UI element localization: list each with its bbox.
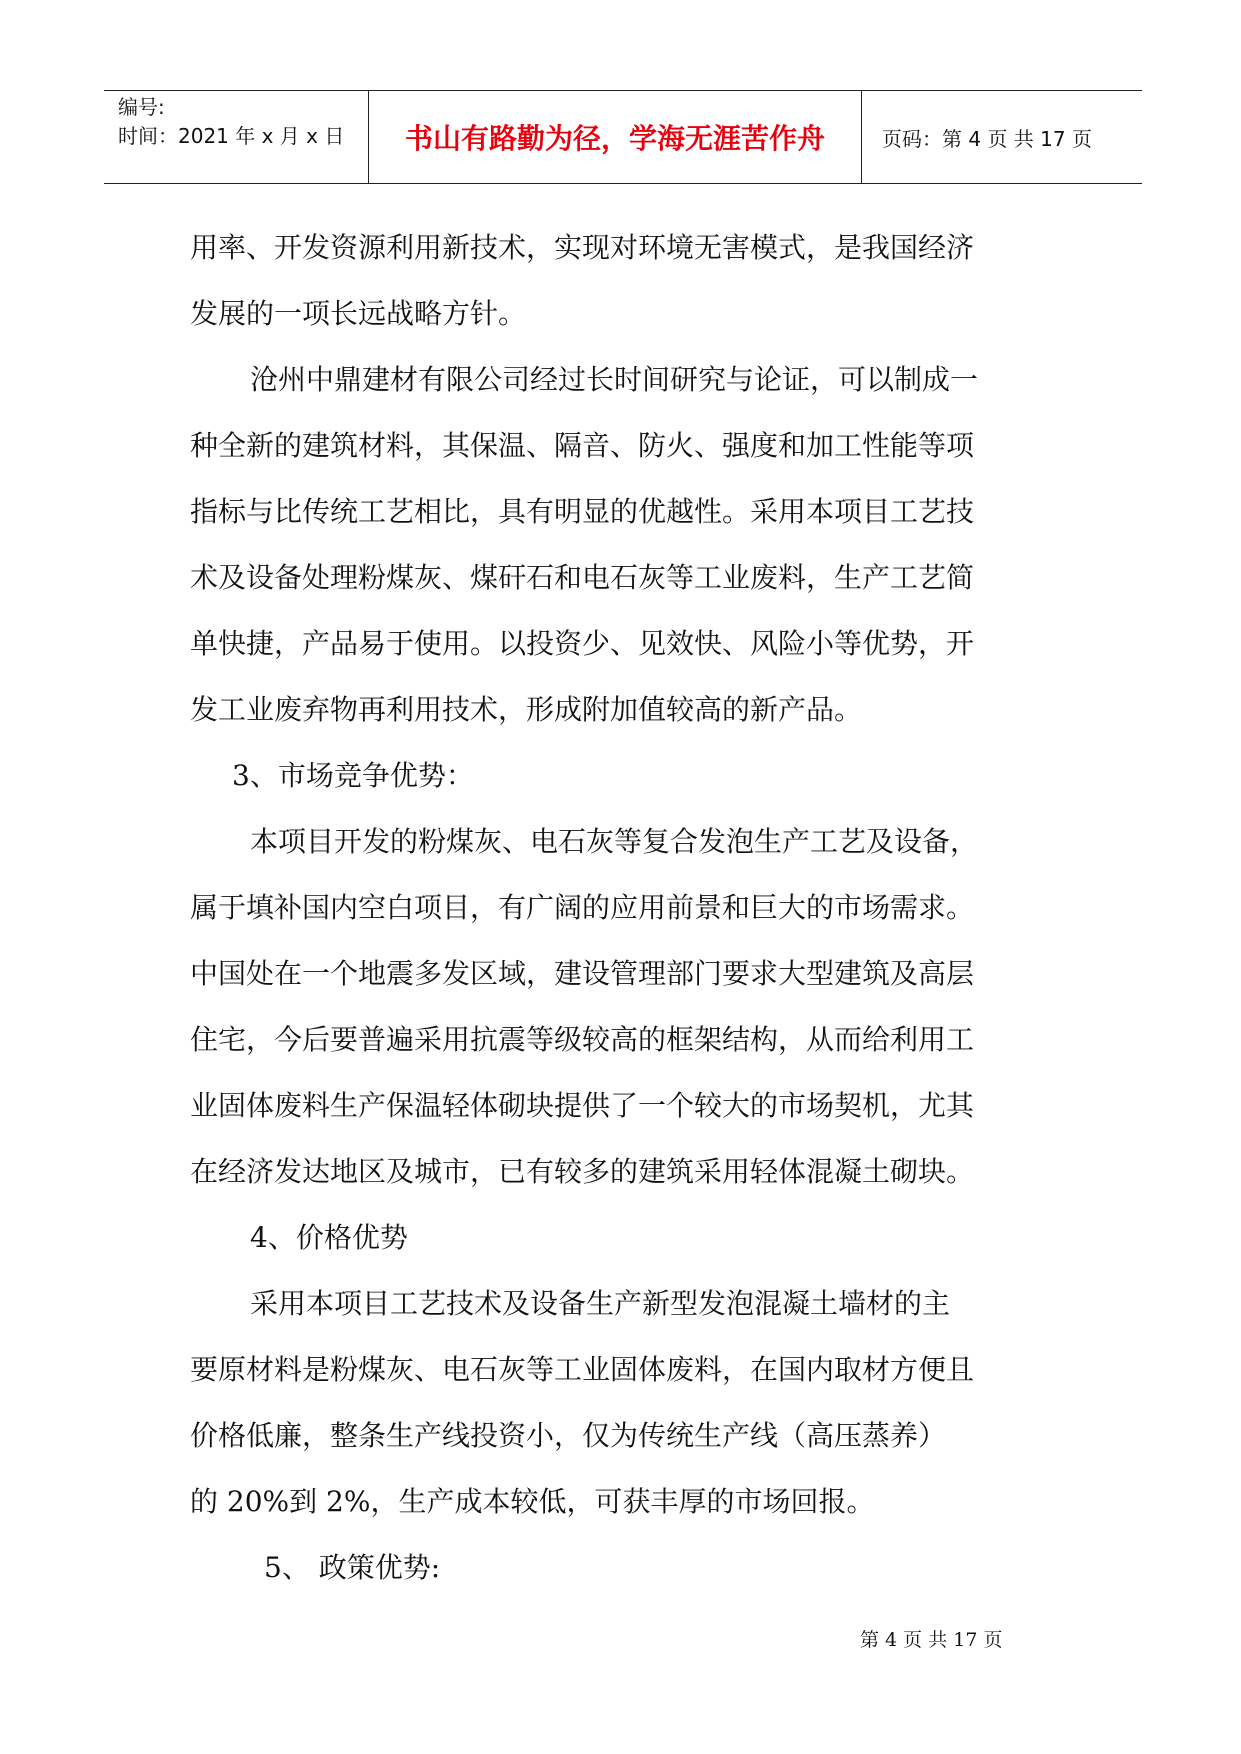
page-footer: 第 4 页 共 17 页 [860, 1629, 1003, 1651]
body-line: 价格低廉，整条生产线投资小，仅为传统生产线（高压蒸养） [190, 1419, 947, 1452]
body-line: 发工业废弃物再利用技术，形成附加值较高的新产品。 [190, 693, 863, 726]
body-line: 属于填补国内空白项目，有广阔的应用前景和巨大的市场需求。 [190, 891, 975, 924]
body-line: 用率、开发资源利用新技术，实现对环境无害模式，是我国经济 [190, 231, 975, 264]
body-line: 中国处在一个地震多发区域，建设管理部门要求大型建筑及高层 [190, 957, 975, 990]
header-motto: 书山有路勤为径，学海无涯苦作舟 [368, 91, 862, 183]
section-heading: 3、市场竞争优势： [232, 759, 474, 792]
header-page-number: 页码：第 4 页 共 17 页 [882, 126, 1092, 151]
body-line: 住宅，今后要普遍采用抗震等级较高的框架结构，从而给利用工 [190, 1023, 975, 1056]
section-heading: 5、 政策优势: [264, 1551, 441, 1584]
body-line: 沧州中鼎建材有限公司经过长时间研究与论证，可以制成一 [250, 363, 979, 396]
page-header [104, 90, 1142, 184]
section-heading: 4、价格优势 [250, 1221, 408, 1254]
body-line: 术及设备处理粉煤灰、煤矸石和电石灰等工业废料，生产工艺简 [190, 561, 975, 594]
body-line: 种全新的建筑材料，其保温、隔音、防火、强度和加工性能等项 [190, 429, 975, 462]
document-number-label: 编号: [118, 95, 165, 119]
body-line: 业固体废料生产保温轻体砌块提供了一个较大的市场契机，尤其 [190, 1089, 975, 1122]
body-line: 要原材料是粉煤灰、电石灰等工业固体废料，在国内取材方便且 [190, 1353, 975, 1386]
body-line: 的 20%到 2%，生产成本较低，可获丰厚的市场回报。 [190, 1485, 875, 1518]
body-line: 本项目开发的粉煤灰、电石灰等复合发泡生产工艺及设备， [250, 825, 979, 858]
body-line: 单快捷，产品易于使用。以投资少、见效快、风险小等优势，开 [190, 627, 975, 660]
document-time-label: 时间：2021 年 x 月 x 日 [118, 124, 345, 148]
header-meta [104, 91, 368, 183]
document-body [190, 215, 1070, 1601]
body-line: 发展的一项长远战略方针。 [190, 297, 527, 330]
body-line: 指标与比传统工艺相比，具有明显的优越性。采用本项目工艺技 [190, 495, 975, 528]
body-line: 采用本项目工艺技术及设备生产新型发泡混凝土墙材的主 [250, 1287, 951, 1320]
body-line: 在经济发达地区及城市，已有较多的建筑采用轻体混凝土砌块。 [190, 1155, 975, 1188]
